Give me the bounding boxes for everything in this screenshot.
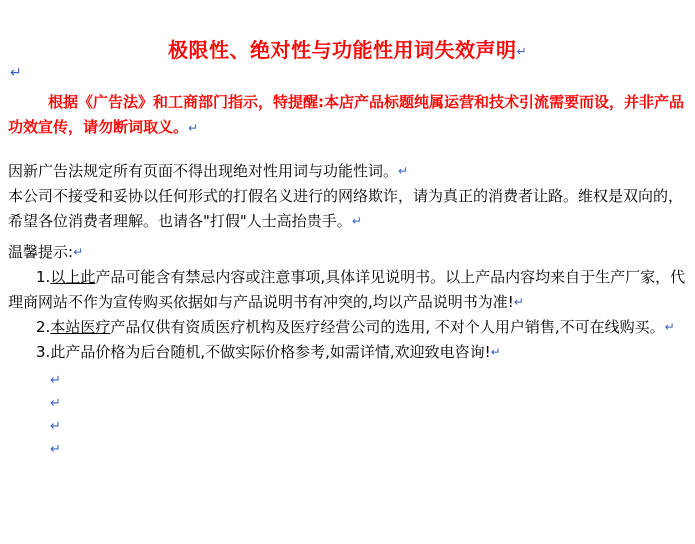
paragraph-mark-icon: ↵	[513, 295, 524, 309]
document-page	[0, 38, 695, 544]
paragraph-mark-icon: ↵	[73, 245, 84, 259]
list-item-underlined-text: 本站医疗	[50, 318, 111, 336]
trailing-line	[8, 369, 687, 392]
list-item-text: 此产品价格为后台随机,不做实际价格参考,如需详情,欢迎致电咨询!	[50, 343, 491, 361]
document-title-text: 极限性、绝对性与功能性用词失效声明	[167, 38, 517, 62]
body-paragraph-1	[8, 159, 687, 184]
paragraph-mark-icon: ↵	[50, 442, 61, 457]
body-paragraph-2	[8, 184, 687, 234]
blank-line-after-title	[8, 62, 687, 84]
trailing-line	[8, 392, 687, 415]
trailing-line	[8, 438, 687, 461]
list-item-text: 产品仅供有资质医疗机构及医疗经营公司的选用, 不对个人用户销售,不可在线购买。	[110, 318, 665, 336]
body-paragraph-2-text: 本公司不接受和妥协以任何形式的打假名义进行的网络欺诈，请为真正的消费者让路。维权是双向的，希望各位消费者理解。也请各"打假"人士高抬贵手。	[8, 187, 684, 230]
legal-notice-text: 根据《广告法》和工商部门指示，特提醒:本店产品标题纯属运营和技术引流需要而设，并非产品功效宣传，请勿断词取义。	[8, 93, 685, 136]
paragraph-mark-icon: ↵	[398, 164, 409, 178]
list-item-number: 3.	[36, 343, 51, 361]
paragraph-mark-icon: ↵	[516, 44, 528, 59]
paragraph-mark-icon: ↵	[10, 65, 22, 81]
list-item-number: 1.	[36, 268, 51, 286]
body-paragraph-1-text: 因新广告法规定所有页面不得出现绝对性用词与功能性词。	[8, 162, 399, 180]
legal-notice-paragraph	[8, 90, 687, 141]
paragraph-mark-icon: ↵	[664, 320, 675, 334]
paragraph-mark-icon: ↵	[50, 396, 61, 411]
list-item-number: 2.	[36, 318, 51, 336]
list-item	[8, 315, 687, 340]
paragraph-mark-icon: ↵	[50, 373, 61, 388]
paragraph-mark-icon: ↵	[50, 419, 61, 434]
list-item	[8, 340, 687, 365]
spacer	[8, 141, 687, 151]
trailing-empty-lines	[8, 369, 687, 461]
paragraph-mark-icon: ↵	[351, 214, 362, 228]
trailing-line	[8, 415, 687, 438]
document-title	[8, 38, 687, 62]
tip-label	[8, 240, 687, 265]
list-item-text: 产品可能含有禁忌内容或注意事项,具体详见说明书。以上产品内容均来自于生产厂家，代理商网站不作为宣传购买依据如与产品说明书有冲突的,均以产品说明书为准!	[8, 268, 686, 311]
list-item	[8, 265, 687, 315]
list-item-underlined-text: 以上此	[50, 268, 96, 286]
tip-label-text: 温馨提示:	[8, 243, 74, 261]
paragraph-mark-icon: ↵	[490, 345, 501, 359]
paragraph-mark-icon: ↵	[188, 121, 199, 135]
